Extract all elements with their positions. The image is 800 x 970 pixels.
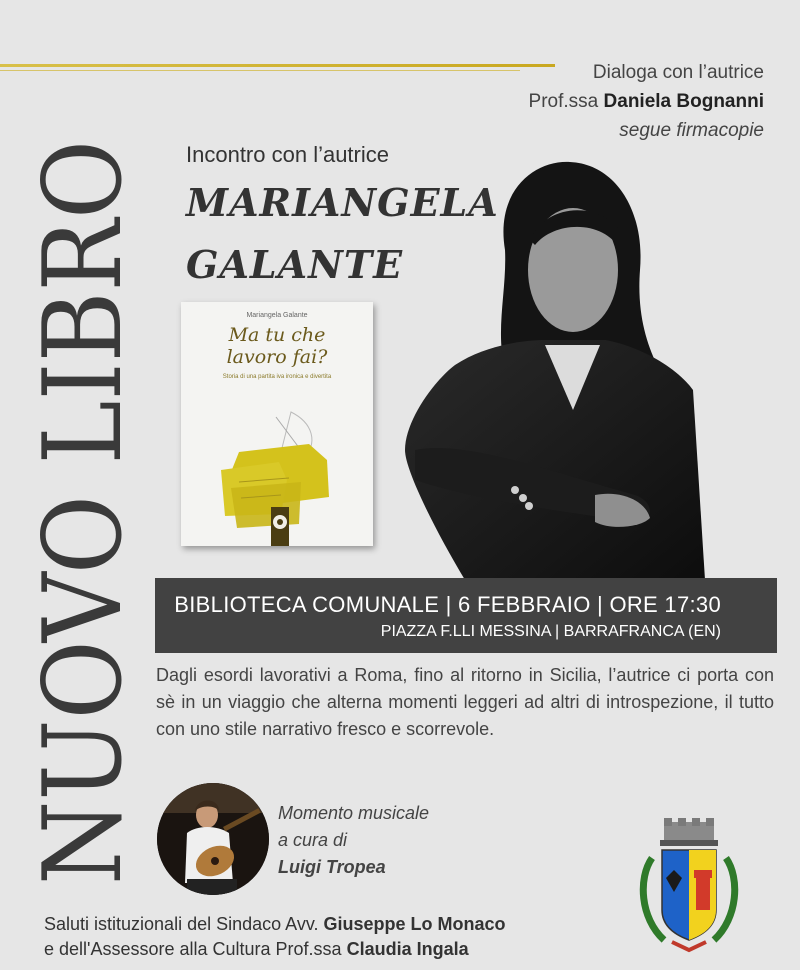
event-address: PIAZZA F.LLI MESSINA | BARRAFRANCA (EN): [380, 623, 721, 640]
assessor-name: Claudia Ingala: [346, 939, 469, 959]
moderator-block: [529, 58, 764, 145]
moderator-title: Prof.ssa: [528, 91, 604, 112]
author-first-name: MARIANGELA: [186, 180, 499, 225]
musician-photo: [157, 783, 269, 895]
book-cover-subtitle: Storia di una partita iva ironica e divertita: [222, 374, 332, 380]
event-intro: Incontro con l’autrice: [186, 142, 389, 167]
municipal-coat-of-arms: [634, 818, 744, 960]
author-photo: [395, 150, 725, 580]
book-cover: [181, 302, 373, 546]
book-cover-author: Mariangela Galante: [246, 312, 308, 319]
mayor-name: Giuseppe Lo Monaco: [323, 914, 506, 934]
book-description: Dagli esordi lavorativi a Roma, fino al ritorno in Sicilia, l’autrice ci porta con sè in un viaggio che alterna momenti leggeri ad altri di introspezione, il tutto con uno stile narrativo fresco e scorrevole.: [156, 665, 774, 739]
institutional-greetings: Saluti istituzionali del Sindaco Avv. Giuseppe Lo Monaco e dell'Assessore alla Cultura Prof.ssa Claudia Ingala: [44, 914, 506, 959]
moderator-line: [529, 87, 764, 116]
signing-note: segue firmacopie: [619, 120, 764, 141]
event-details-banner: [155, 578, 777, 653]
moderator-name: Daniela Bognanni: [603, 91, 764, 112]
music-line2: a cura di: [278, 830, 348, 850]
vertical-title-text: NUOVO LIBRO: [21, 50, 138, 885]
vertical-title: [0, 0, 138, 965]
book-cover-title: Ma tu che lavoro fai?: [226, 324, 328, 368]
event-venue-date-time: BIBLIOTECA COMUNALE | 6 FEBBRAIO | ORE 17:30: [174, 592, 721, 617]
music-credit: [278, 800, 429, 881]
musician-name: Luigi Tropea: [278, 857, 386, 877]
book-cover-illustration: [181, 302, 373, 546]
author-last-name: GALANTE: [186, 242, 404, 287]
music-line1: Momento musicale: [278, 803, 430, 823]
moderator-intro: Dialoga con l’autrice: [592, 62, 764, 83]
